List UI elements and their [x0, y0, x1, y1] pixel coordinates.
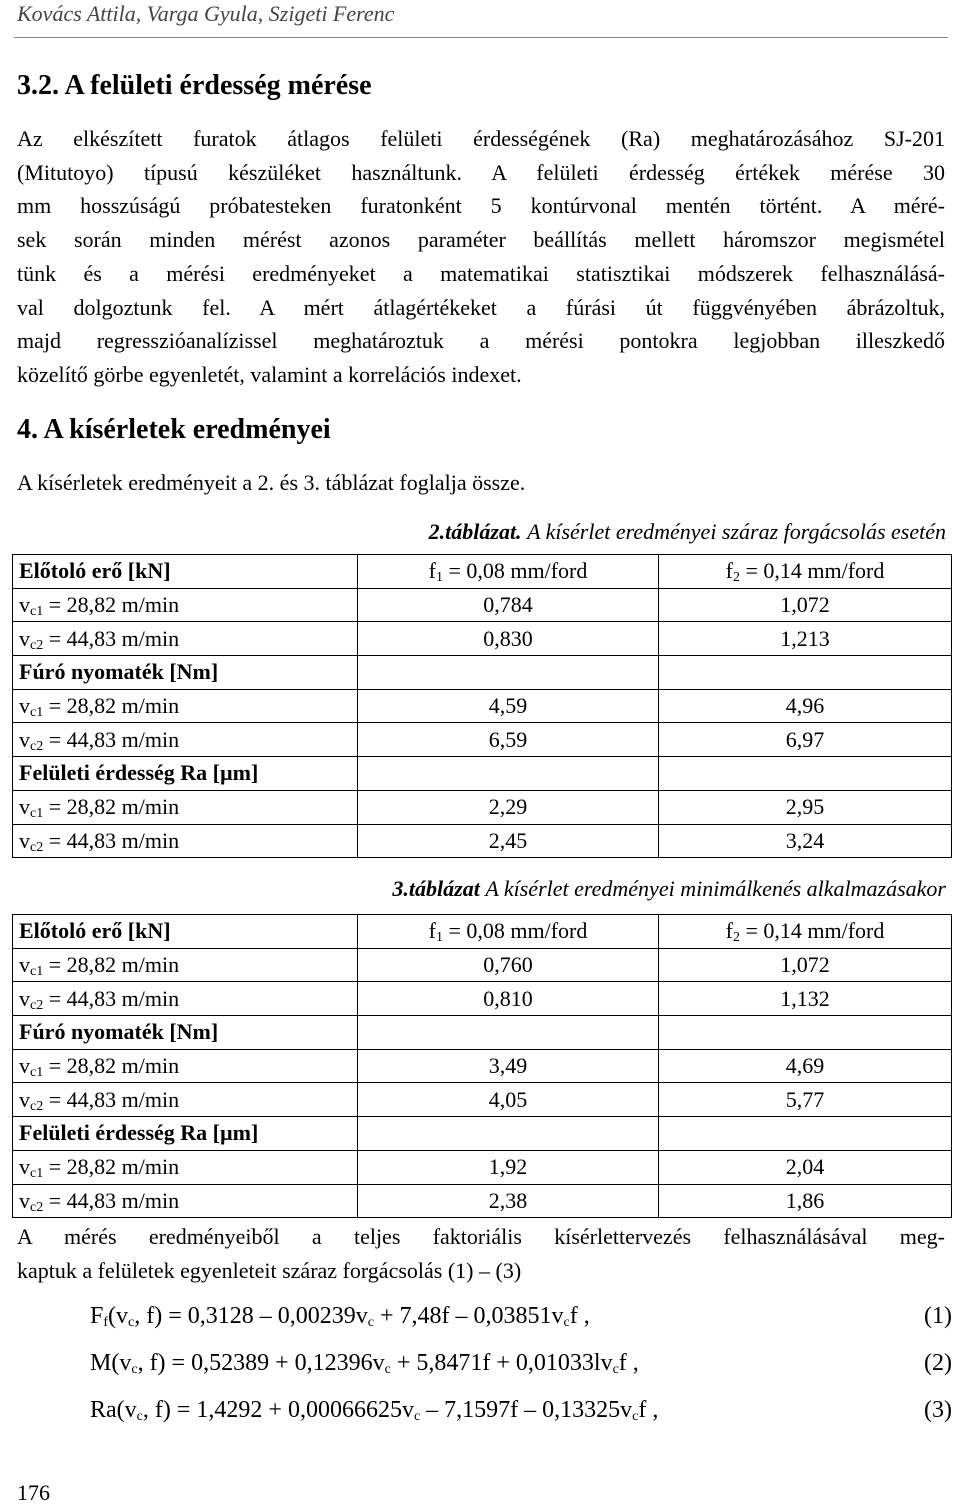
value-cell-f2: 4,69 [659, 1049, 952, 1083]
subscript: c1 [30, 705, 44, 721]
equation-body: $F_f(v_c$, $f) = 0,3128 - 0,00239v_c + 7,48f - 0,03851v_cf$ , [90, 1303, 590, 1330]
value-cell-f1: 3,49 [358, 1049, 659, 1083]
empty-cell [358, 656, 659, 690]
section-header-row [13, 656, 952, 690]
value-cell-f1: 4,05 [358, 1083, 659, 1117]
table-row [13, 982, 952, 1016]
value-cell-f1: 0,784 [358, 588, 659, 622]
paragraph-line: A mérés eredményeiből a teljes faktoriális kísérlettervezés felhasználásával meg- [17, 1224, 945, 1249]
value-cell-f1: 4,59 [358, 689, 659, 723]
page-number: 176 [17, 1480, 50, 1505]
empty-cell [659, 1117, 952, 1151]
value-cell-f2: 1,072 [659, 948, 952, 982]
equation [90, 1303, 952, 1330]
section-header-row [13, 1117, 952, 1151]
value-cell-f2: 1,072 [659, 588, 952, 622]
section-header-row [13, 1016, 952, 1050]
value-cell-f1: 1,92 [358, 1150, 659, 1184]
paragraph-line: sek során minden mérést azonos paraméter beállítás mellett háromszor megismétel [17, 227, 945, 253]
table-2-title: A kísérlet eredményei száraz forgácsolás esetén [527, 519, 946, 544]
table-body [13, 555, 952, 858]
subscript: 1 [435, 570, 443, 586]
section-title-cell: Felületi érdesség Ra [µm] [13, 1117, 358, 1151]
value-cell-f2: 2,04 [659, 1150, 952, 1184]
paragraph-line: tünk és a mérési eredményeket a matematikai statisztikai módszerek felhasználásá- [17, 260, 945, 286]
value-cell-f2: 1,213 [659, 622, 952, 656]
table-row [13, 723, 952, 757]
empty-cell [358, 1016, 659, 1050]
table-2-caption [429, 519, 946, 545]
subscript: c [367, 1315, 374, 1330]
section-title-cell: Előtoló erő [kN] [13, 555, 358, 589]
table-3-caption [392, 876, 946, 902]
cutting-speed-cell: $v_{c2} = 44,83$ m/min [13, 622, 358, 656]
cutting-speed-cell: $v_{c1} = 28,82$ m/min [13, 689, 358, 723]
empty-cell [358, 757, 659, 791]
cutting-speed-cell: $v_{c1} = 28,82$ m/min [13, 588, 358, 622]
section-title-cell: Fúró nyomaték [Nm] [13, 656, 358, 690]
table-row [13, 622, 952, 656]
equation-number: (1) [924, 1303, 952, 1329]
cutting-speed-cell: $v_{c2} = 44,83$ m/min [13, 723, 358, 757]
value-cell-f2: 1,86 [659, 1184, 952, 1218]
table-row [13, 948, 952, 982]
subscript: c1 [30, 1166, 44, 1182]
table-row [13, 790, 952, 824]
closing-paragraph [17, 1220, 945, 1287]
subscript: c1 [30, 964, 44, 980]
cutting-speed-cell: $v_{c1} = 28,82$ m/min [13, 948, 358, 982]
subscript: c [136, 1409, 143, 1424]
paragraph-line: kaptuk a felületek egyenleteit száraz forgácsolás (1) – (3) [17, 1257, 522, 1283]
value-cell-f1: 6,59 [358, 723, 659, 757]
value-cell-f1: 2,29 [358, 790, 659, 824]
subscript: c2 [30, 1098, 44, 1114]
column-header-f2: $f_2 = 0,14$ mm/ford [659, 915, 952, 949]
cutting-speed-cell: $v_{c2} = 44,83$ m/min [13, 982, 358, 1016]
equation-number: (2) [924, 1350, 952, 1376]
subscript: c [131, 1362, 138, 1377]
paragraph-line: (Mitutoyo) típusú készüléket használtunk. A felületi érdesség értékek mérése 30 [17, 159, 945, 185]
table-body [13, 915, 952, 1218]
subscript: c2 [30, 839, 44, 855]
value-cell-f2: 4,96 [659, 689, 952, 723]
section-3-2-title: 3.2. A felületi érdesség mérése [17, 70, 372, 101]
subscript: c2 [30, 1199, 44, 1215]
section-3-2-paragraph [17, 122, 945, 392]
equation [90, 1397, 952, 1424]
equation-number: (3) [924, 1397, 952, 1423]
subscript: c [563, 1315, 570, 1330]
equation-body: $M(v_c$, $f) = 0,52389 + 0,12396v_c + 5,8471f + 0,01033lv_cf$ , [90, 1350, 639, 1377]
equation-body: $Ra(v_c$, $f) = 1,4292 + 0,00066625v_c - 7,1597f - 0,13325v_cf$ , [90, 1397, 659, 1424]
table-row [13, 1150, 952, 1184]
table-3-label: 3.táblázat [392, 876, 480, 901]
cutting-speed-cell: $v_{c2} = 44,83$ m/min [13, 824, 358, 858]
equation [90, 1350, 952, 1377]
section-header-row [13, 555, 952, 589]
subscript: c [612, 1362, 619, 1377]
cutting-speed-cell: $v_{c1} = 28,82$ m/min [13, 1049, 358, 1083]
paragraph-line: majd regresszióanalízissel meghatároztuk a mérési pontokra legjobban illeszkedő [17, 328, 945, 354]
table-row [13, 824, 952, 858]
value-cell-f2: 3,24 [659, 824, 952, 858]
header-rule [14, 37, 948, 38]
section-title-cell: Felületi érdesség Ra [µm] [13, 757, 358, 791]
subscript: c2 [30, 997, 44, 1013]
subscript: c2 [30, 738, 44, 754]
subscript: c [128, 1315, 135, 1330]
column-header-f1: $f_1 = 0,08$ mm/ford [358, 915, 659, 949]
table-row [13, 588, 952, 622]
section-4-intro: A kísérletek eredményeit a 2. és 3. táblázat foglalja össze. [17, 470, 526, 495]
value-cell-f1: 0,810 [358, 982, 659, 1016]
section-title-cell: Fúró nyomaték [Nm] [13, 1016, 358, 1050]
subscript: 1 [435, 930, 443, 946]
value-cell-f2: 5,77 [659, 1083, 952, 1117]
paragraph-line: mm hosszúságú próbatesteken furatonként 5 kontúrvonal mentén történt. A méré- [17, 193, 945, 219]
value-cell-f2: 2,95 [659, 790, 952, 824]
table-2-label: 2.táblázat. [428, 519, 522, 544]
subscript: c1 [30, 604, 44, 620]
subscript: 2 [732, 570, 740, 586]
table-row [13, 1083, 952, 1117]
section-4-title: 4. A kísérletek eredményei [17, 414, 331, 445]
table-row [13, 1184, 952, 1218]
section-header-row [13, 757, 952, 791]
subscript: c1 [30, 1065, 44, 1081]
empty-cell [358, 1117, 659, 1151]
value-cell-f1: 2,45 [358, 824, 659, 858]
paragraph-line: Az elkészített furatok átlagos felületi érdességének (Ra) meghatározásához SJ-201 [17, 126, 945, 151]
section-title-cell: Előtoló erő [kN] [13, 915, 358, 949]
empty-cell [659, 656, 952, 690]
cutting-speed-cell: $v_{c1} = 28,82$ m/min [13, 790, 358, 824]
column-header-f2: $f_2 = 0,14$ mm/ford [659, 555, 952, 589]
table-2 [12, 554, 952, 858]
cutting-speed-cell: $v_{c2} = 44,83$ m/min [13, 1184, 358, 1218]
value-cell-f2: 1,132 [659, 982, 952, 1016]
subscript: c [632, 1409, 639, 1424]
table-row [13, 689, 952, 723]
empty-cell [659, 1016, 952, 1050]
table-3 [12, 914, 952, 1218]
subscript: c2 [30, 637, 44, 653]
cutting-speed-cell: $v_{c1} = 28,82$ m/min [13, 1150, 358, 1184]
table-3-title: A kísérlet eredményei minimálkenés alkalmazásakor [485, 876, 946, 901]
running-header: Kovács Attila, Varga Gyula, Szigeti Ferenc [17, 1, 395, 26]
subscript: f [103, 1315, 109, 1330]
subscript: c [384, 1362, 391, 1377]
value-cell-f2: 6,97 [659, 723, 952, 757]
value-cell-f1: 0,830 [358, 622, 659, 656]
subscript: 2 [732, 930, 740, 946]
subscript: c1 [30, 806, 44, 822]
paragraph-line: közelítő görbe egyenletét, valamint a korrelációs indexet. [17, 361, 522, 387]
paragraph-line: val dolgoztunk fel. A mért átlagértékeket a fúrási út függvényében ábrázoltuk, [17, 294, 945, 320]
empty-cell [659, 757, 952, 791]
value-cell-f1: 0,760 [358, 948, 659, 982]
table-row [13, 1049, 952, 1083]
value-cell-f1: 2,38 [358, 1184, 659, 1218]
cutting-speed-cell: $v_{c2} = 44,83$ m/min [13, 1083, 358, 1117]
column-header-f1: $f_1 = 0,08$ mm/ford [358, 555, 659, 589]
section-header-row [13, 915, 952, 949]
subscript: c [413, 1409, 421, 1424]
